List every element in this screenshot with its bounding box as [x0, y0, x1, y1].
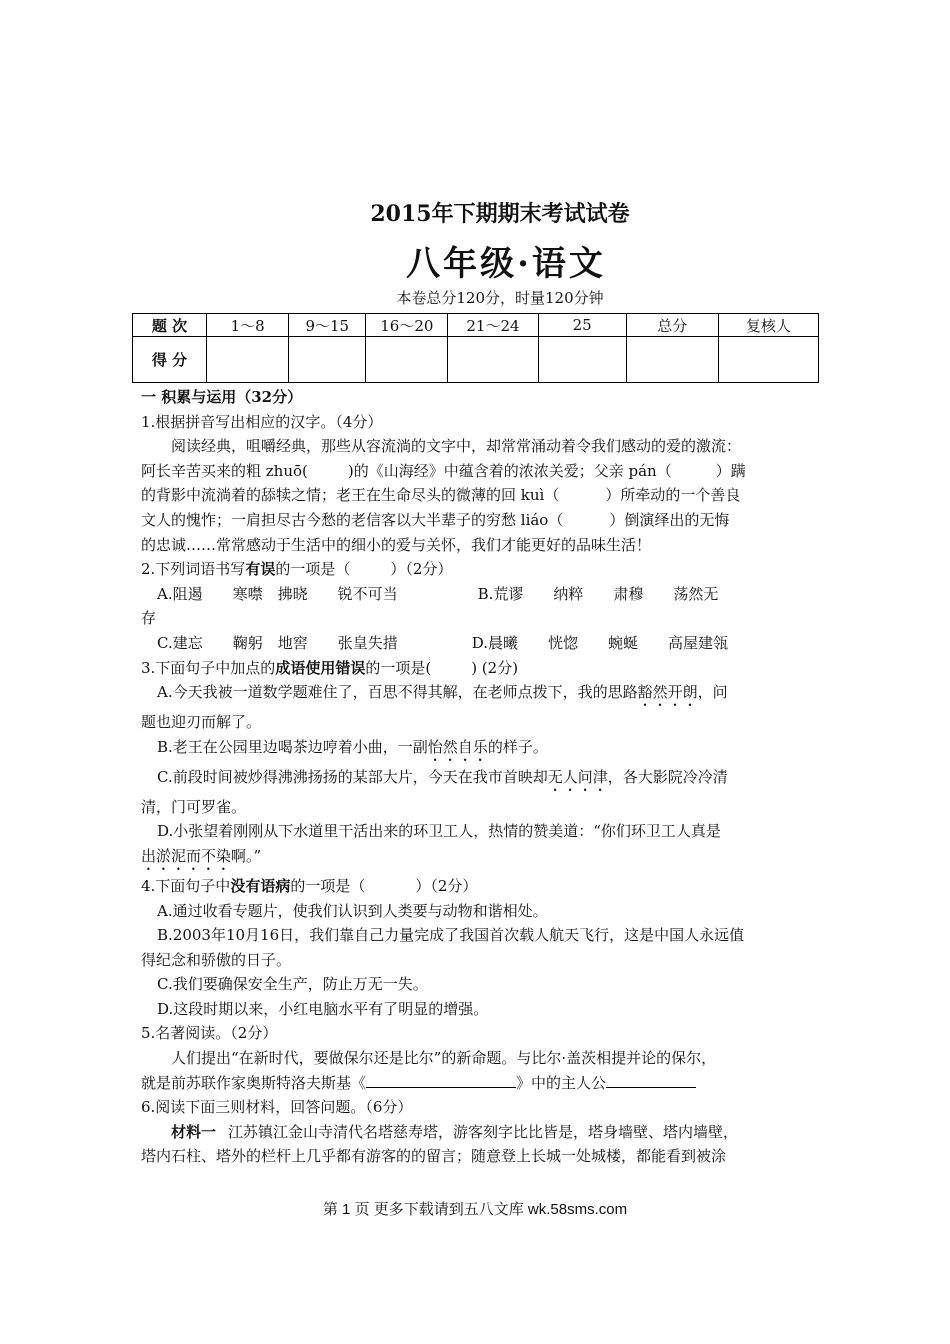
score-header-cell: 题 次: [133, 314, 207, 337]
score-cell[interactable]: [718, 337, 818, 383]
question-2-options: A.阻遏 寒噤 拂晓 锐不可当 B.荒谬 纳粹 肃穆 荡然无: [157, 584, 719, 603]
question-5-line: 人们提出“在新时代，要做保尔还是比尔”的新命题。与比尔·盖茨相提并论的保尔，: [171, 1049, 717, 1068]
question-6-material-1-wrap: 塔内石柱、塔外的栏杆上几乎都有游客的的留言；随意登上长城一处城楼，都能看到被涂: [141, 1147, 727, 1166]
score-cell[interactable]: [207, 337, 289, 383]
question-1-stem: 1.根据拼音写出相应的汉字。（4分）: [141, 412, 383, 431]
page-footer: 第 1 页 更多下载请到五八文库 wk.58sms.com: [322, 1201, 628, 1218]
question-2-option-wrap: 存: [141, 609, 157, 628]
question-4-option-a: A.通过收看专题片，使我们认识到人类要与动物和谐相处。: [157, 901, 548, 920]
question-4-option-d: D.这段时期以来，小红电脑水平有了明显的增强。: [157, 999, 489, 1018]
answer-blank[interactable]: [606, 1073, 696, 1088]
score-cell[interactable]: [448, 337, 538, 383]
score-table: [132, 313, 819, 383]
question-3-stem: 3.下面句子中加点的成语使用错误的一项是( ) (2分): [141, 658, 519, 677]
score-header-cell: 21～24: [448, 314, 538, 337]
question-3-option-c: C.前段时间被炒得沸沸扬扬的某部大片，今天在我市首映却无人问津，各大影院冷冷清: [157, 767, 728, 786]
question-2-stem: 2.下列词语书写有误的一项是（ ）（2分）: [141, 560, 453, 579]
score-header-cell: 25: [538, 314, 626, 337]
score-header-cell: 9～15: [289, 314, 366, 337]
section-heading: 一 积累与运用（32分）: [141, 388, 303, 406]
question-6-stem: 6.阅读下面三则材料，回答问题。（6分）: [141, 1098, 413, 1117]
question-4-option-b: B.2003年10月16日，我们靠自己力量完成了我国首次载人航天飞行，这是中国人永远值: [157, 926, 745, 945]
question-3-option-a-wrap: 题也迎刃而解了。: [141, 713, 262, 732]
score-cell[interactable]: [289, 337, 366, 383]
question-1-line: 阿长辛苦买来的粗 zhuō( )的《山海经》中蕴含着的浓浓关爱；父亲 pán（ ）蹒: [141, 461, 746, 480]
score-header-cell: 总分: [626, 314, 718, 337]
score-row-label: 得 分: [133, 337, 207, 383]
question-3-option-c-wrap: 清，门可罗雀。: [141, 797, 247, 816]
question-3-option-b: B.老王在公园里边喝茶边哼着小曲，一副怡然自乐的样子。: [157, 737, 548, 756]
score-header-cell: 16～20: [366, 314, 448, 337]
exam-title: 2015年下期期末考试试卷: [370, 201, 630, 227]
exam-subtitle: 本卷总分120分，时量120分钟: [396, 289, 604, 307]
score-table-score-row: [133, 337, 819, 383]
question-4-option-c: C.我们要确保安全生产，防止万无一失。: [157, 975, 428, 994]
question-6-material-1: 材料一 江苏镇江金山寺清代名塔慈寿塔，游客刻字比比皆是，塔身墙壁、塔内墙壁，: [171, 1122, 739, 1141]
question-1-line: 文人的愧怍；一肩担尽古今愁的老信客以大半辈子的穷愁 liáo（ ）倒演绎出的无悔: [141, 510, 730, 529]
score-cell[interactable]: [538, 337, 626, 383]
question-1-line: 阅读经典，咀嚼经典，那些从容流淌的文字中，却常常涌动着令我们感动的爱的激流：: [171, 437, 742, 456]
question-3-option-d: D.小张望着刚刚从下水道里干活出来的环卫工人，热情的赞美道：“你们环卫工人真是: [157, 822, 721, 841]
score-header-cell: 1～8: [207, 314, 289, 337]
exam-subject: 八年级·语文: [406, 244, 606, 284]
question-5-line: 就是前苏联作家奥斯特洛夫斯基《 》中的主人公: [141, 1071, 811, 1096]
question-3-option-a: A.今天我被一道数学题难住了，百思不得其解，在老师点拨下，我的思路豁然开朗，问: [157, 683, 728, 702]
question-4-stem: 4.下面句子中没有语病的一项是（ ）（2分）: [141, 876, 478, 895]
exam-content: [141, 385, 811, 1169]
question-5-stem: 5.名著阅读。（2分）: [141, 1024, 278, 1043]
question-3-option-d-wrap: 出淤泥而不染啊。”: [141, 846, 262, 865]
score-cell[interactable]: [366, 337, 448, 383]
question-2-options: C.建忘 鞠躬 地窖 张皇失措 D.晨曦 恍惚 蜿蜒 高屋建瓴: [157, 633, 728, 652]
answer-blank[interactable]: [366, 1073, 516, 1088]
score-header-cell: 复核人: [718, 314, 818, 337]
question-4-option-b-wrap: 得纪念和骄傲的日子。: [141, 950, 292, 969]
score-table-header-row: [133, 314, 819, 337]
score-cell[interactable]: [626, 337, 718, 383]
question-1-line: 的忠诚……常常感动于生活中的细小的爱与关怀，我们才能更好的品味生活！: [141, 535, 652, 554]
question-1-line: 的背影中流淌着的舔犊之情；老王在生命尽头的微薄的回 kuì（ ）所牵动的一个善良: [141, 486, 741, 505]
